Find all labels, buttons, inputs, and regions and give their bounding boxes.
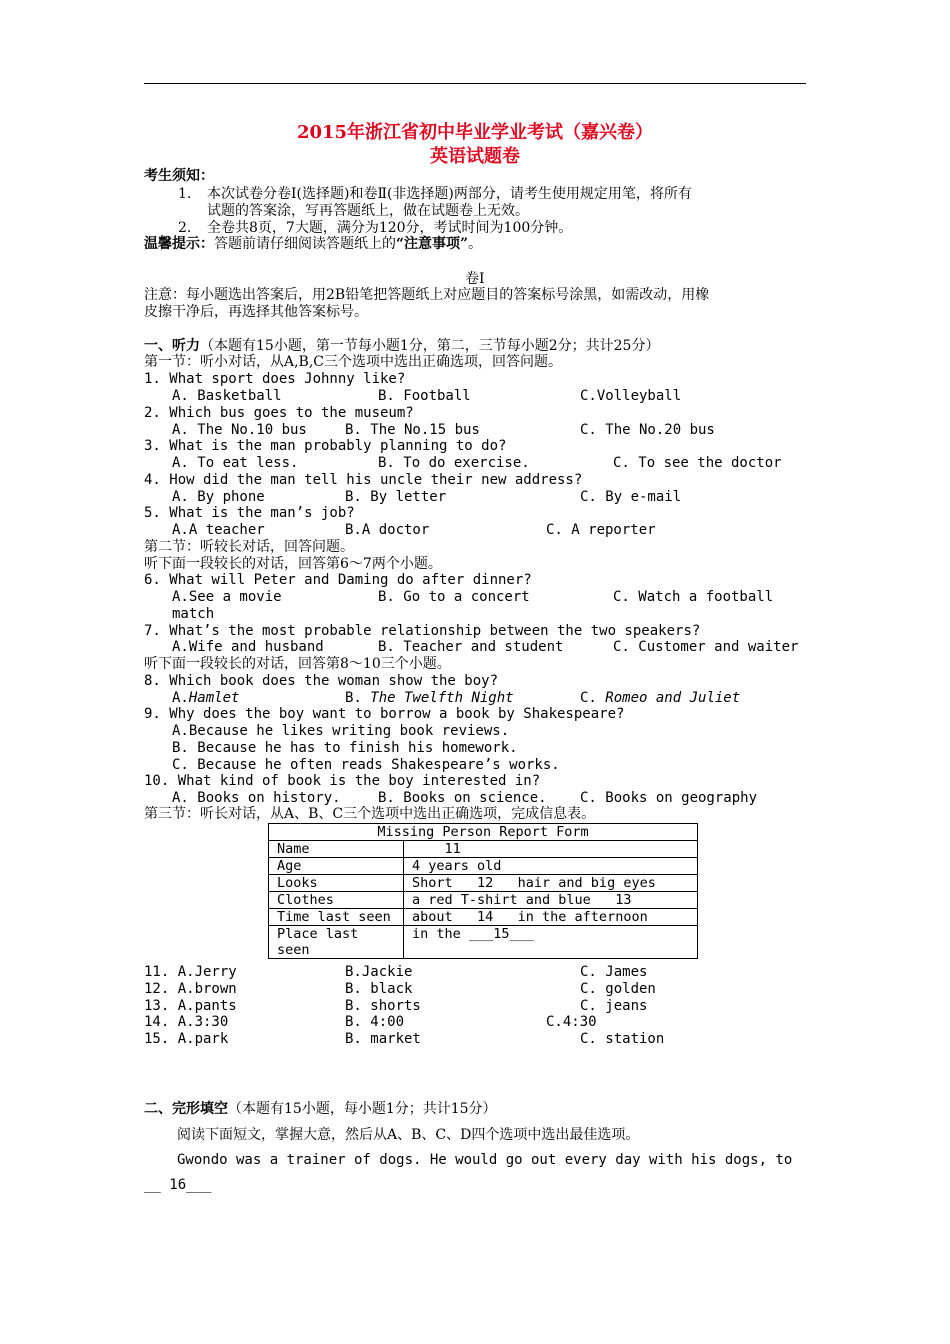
question-1: 1. What sport does Johnny like? (144, 371, 406, 387)
q7-option-a: A.Wife and husband (172, 639, 324, 655)
q2-option-b: B. The No.15 bus (345, 422, 480, 438)
q13-option-c: C. jeans (580, 998, 648, 1014)
q4-option-c: C. By e-mail (580, 489, 682, 505)
q3-option-a: A. To eat less. (172, 455, 299, 471)
q8-option-c-title: Romeo and Juliet (605, 690, 741, 706)
tip-bold: “注意事项” (396, 236, 469, 252)
question-6: 6. What will Peter and Daming do after dinner? (144, 572, 532, 588)
q13-option-a: 13. A.pants (144, 998, 237, 1014)
q11-option-a: 11. A.Jerry (144, 964, 237, 980)
part2-heading: 第二节：听较长对话，回答问题。 (144, 539, 354, 555)
q8-option-b-title: The Twelfth Night (370, 690, 514, 706)
section2-desc: （本题有15小题，每小题1分；共计15分） (228, 1101, 497, 1117)
exam-subtitle: 英语试题卷 (430, 146, 520, 167)
q2-option-c: C. The No.20 bus (580, 422, 715, 438)
section2-heading: 二、完形填空 (144, 1101, 228, 1117)
form-row (269, 926, 698, 959)
q8-option-a-prefix: A. (172, 690, 189, 706)
q9-option-b: B. Because he has to finish his homework. (172, 740, 518, 756)
question-9: 9. Why does the boy want to borrow a book by Shakespeare? (144, 706, 625, 722)
notice-1-line2: 试题的答案涂，写再答题纸上，做在试题卷上无效。 (207, 203, 529, 219)
q5-option-a: A.A teacher (172, 522, 265, 538)
q15-option-b: B. market (345, 1031, 421, 1047)
part2-sub1: 听下面一段较长的对话，回答第6～7两个小题。 (144, 556, 442, 572)
section2-line (144, 1101, 497, 1117)
tip-end: 。 (468, 236, 483, 252)
q5-option-b: B.A doctor (345, 522, 430, 538)
tip-text: 答题前请仔细阅读答题纸上的 (214, 236, 396, 252)
q12-option-a: 12. A.brown (144, 981, 237, 997)
volume-label: 卷Ⅰ (465, 271, 485, 287)
passage-line1: Gwondo was a trainer of dogs. He would go out every day with his dogs, to (177, 1152, 793, 1168)
form-value: Short 12 hair and big eyes (404, 875, 698, 892)
q12-option-c: C. golden (580, 981, 656, 997)
part3-heading: 第三节：听长对话，从A、B、C三个选项中选出正确选项，完成信息表。 (144, 806, 596, 822)
q9-option-a: A.Because he likes writing book reviews. (172, 723, 510, 739)
passage-line2: __ 16___ (144, 1177, 212, 1193)
q1-option-a: A. Basketball (172, 388, 282, 404)
question-4: 4. How did the man tell his uncle their new address? (144, 472, 583, 488)
q1-option-c: C.Volleyball (580, 388, 682, 404)
q8-option-a-title: Hamlet (188, 690, 240, 706)
q10-option-a: A. Books on history. (172, 790, 341, 806)
q13-option-b: B. shorts (345, 998, 421, 1014)
form-row (269, 909, 698, 926)
question-10: 10. What kind of book is the boy interested in? (144, 773, 541, 789)
form-value: in the ___15___ (404, 926, 698, 959)
form-label: Time last seen (269, 909, 404, 926)
part2-sub2: 听下面一段较长的对话，回答第8～10三个小题。 (144, 656, 451, 672)
note-line1: 注意：每小题选出答案后，用2B铅笔把答题纸上对应题目的答案标号涂黑，如需改动，用橡 (144, 287, 710, 303)
q15-option-c: C. station (580, 1031, 665, 1047)
q1-option-b: B. Football (378, 388, 471, 404)
notice-2: 全卷共8页，7大题，满分为120分，考试时间为100分钟。 (207, 220, 573, 236)
q14-option-c: C.4:30 (546, 1014, 597, 1030)
q14-option-b: B. 4:00 (345, 1014, 405, 1030)
form-value: 4 years old (404, 858, 698, 875)
q5-option-c: C. A reporter (546, 522, 656, 538)
form-value: a red T-shirt and blue 13 (404, 892, 698, 909)
section1-heading: 一、听力 (144, 338, 200, 354)
form-label: Age (269, 858, 404, 875)
q2-option-a: A. The No.10 bus (172, 422, 307, 438)
q11-option-b: B.Jackie (345, 964, 413, 980)
form-value: 11 (404, 841, 698, 858)
question-5: 5. What is the man’s job? (144, 505, 355, 521)
q7-option-c: C. Customer and waiter (613, 639, 799, 655)
q4-option-b: B. By letter (345, 489, 447, 505)
q7-option-b: B. Teacher and student (378, 639, 564, 655)
notice-1-num: 1. (178, 186, 192, 202)
q10-option-b: B. Books on science. (378, 790, 547, 806)
form-value: about 14 in the afternoon (404, 909, 698, 926)
q8-option-b-prefix: B. (345, 690, 371, 706)
q14-option-a: 14. A.3:30 (144, 1014, 229, 1030)
q4-option-a: A. By phone (172, 489, 265, 505)
q9-option-c: C. Because he often reads Shakespeare’s works. (172, 757, 560, 773)
question-3: 3. What is the man probably planning to do? (144, 438, 507, 454)
form-label: Place last seen (269, 926, 404, 959)
missing-person-form (268, 823, 698, 959)
question-8: 8. Which book does the woman show the boy? (144, 673, 499, 689)
q3-option-c: C. To see the doctor (613, 455, 782, 471)
top-rule (144, 83, 806, 84)
notice-2-num: 2. (178, 220, 192, 236)
section1-desc: （本题有15小题，第一节每小题1分，第二，三节每小题2分；共计25分） (200, 338, 660, 354)
form-row (269, 892, 698, 909)
form-label: Looks (269, 875, 404, 892)
q3-option-b: B. To do exercise. (378, 455, 530, 471)
tip-line (144, 236, 482, 252)
tip-label: 温馨提示： (144, 236, 214, 252)
question-7: 7. What’s the most probable relationship between the two speakers? (144, 623, 701, 639)
form-label: Clothes (269, 892, 404, 909)
form-title: Missing Person Report Form (269, 824, 698, 841)
notice-1-line1: 本次试卷分卷Ⅰ(选择题)和卷Ⅱ(非选择题)两部分，请考生使用规定用笔，将所有 (207, 186, 692, 202)
q8-option-a (172, 690, 239, 706)
section2-instruction: 阅读下面短文，掌握大意，然后从A、B、C、D四个选项中选出最佳选项。 (177, 1127, 640, 1143)
q6-option-c: C. Watch a football (613, 589, 774, 605)
form-row (269, 858, 698, 875)
section1-line (144, 338, 659, 354)
q8-option-c (580, 690, 740, 706)
q6-option-c-cont: match (172, 606, 215, 622)
form-row (269, 841, 698, 858)
form-row (269, 875, 698, 892)
exam-title: 2015年浙江省初中毕业学业考试（嘉兴卷） (296, 122, 654, 143)
q12-option-b: B. black (345, 981, 413, 997)
q8-option-c-prefix: C. (580, 690, 606, 706)
q6-option-a: A.See a movie (172, 589, 282, 605)
question-2: 2. Which bus goes to the museum? (144, 405, 414, 421)
q6-option-b: B. Go to a concert (378, 589, 530, 605)
form-label: Name (269, 841, 404, 858)
q8-option-b (345, 690, 514, 706)
q15-option-a: 15. A.park (144, 1031, 229, 1047)
note-line2: 皮擦干净后，再选择其他答案标号。 (144, 304, 368, 320)
q10-option-c: C. Books on geography (580, 790, 758, 806)
q11-option-c: C. James (580, 964, 648, 980)
notice-heading: 考生须知： (144, 168, 214, 184)
part1-heading: 第一节：听小对话，从A,B,C三个选项中选出正确选项，回答问题。 (144, 354, 563, 370)
